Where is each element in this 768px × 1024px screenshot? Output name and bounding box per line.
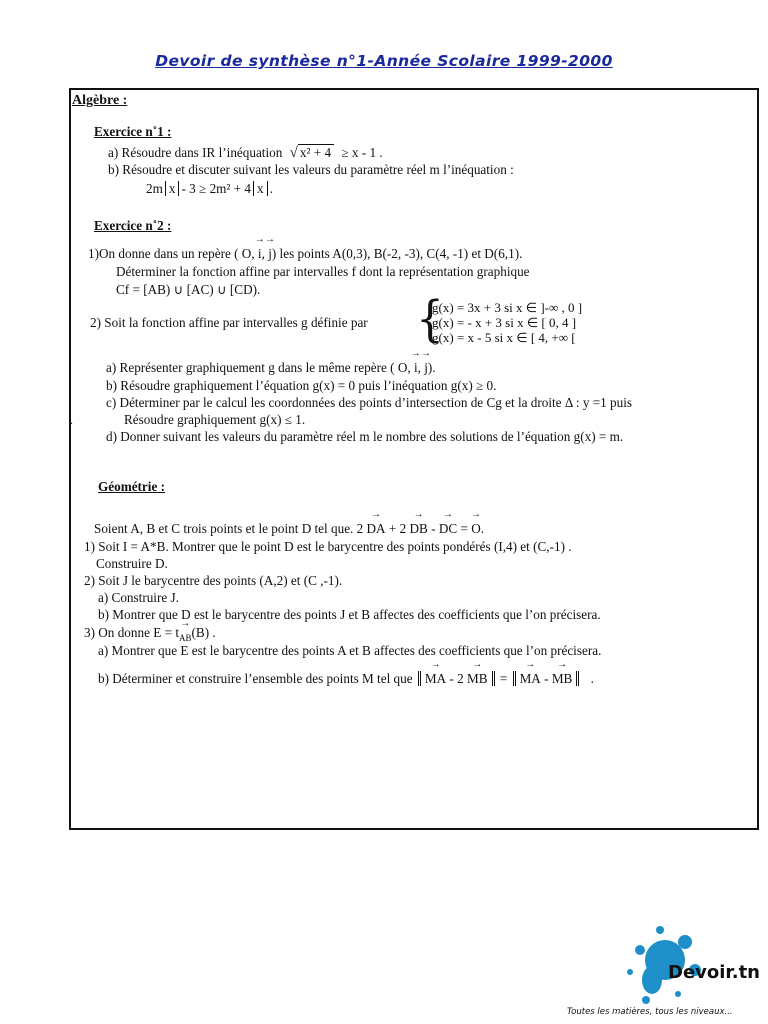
ex2-heading: Exercice n˚2 :	[94, 218, 172, 233]
algebre-heading: Algèbre :	[72, 93, 128, 108]
ex2-question-b: b) Résoudre graphiquement l’équation g(x) = 0 puis l’inéquation g(x) ≥ 0.	[106, 378, 497, 393]
system-line-1: g(x) = 3x + 3 si x ∈ ]-∞ , 0 ]	[432, 300, 583, 315]
vector-j: → j	[268, 246, 272, 262]
geo-q1-construct: Construire D.	[96, 556, 168, 571]
geo-intro: Soient A, B et C trois points et le point D tel que. 2 → DA + 2 → DB - → DC = → O.	[94, 521, 484, 537]
geo-q2: 2) Soit J le barycentre des points (A,2) et (C ,-1).	[84, 573, 343, 588]
vector-O: → O	[471, 521, 481, 537]
geo-q3: 3) On donne E = t→ $_{AB}$(B) .	[84, 625, 216, 646]
ex1-question-b: b) Résoudre et discuter suivant les valeurs du paramètre réel m l’inéquation :	[108, 162, 514, 177]
geo-q2b: b) Montrer que D est le barycentre des points J et B affectes des coefficients que l’on précisera.	[98, 607, 601, 622]
system-line-3: g(x) = x - 5 si x ∈ [ 4, +∞ [	[432, 330, 576, 345]
exam-frame	[69, 88, 759, 830]
vector-DA: → DA	[367, 521, 386, 537]
ex2-part1-line3: Cf = [AB) ∪ [AC) ∪ [CD).	[116, 282, 261, 297]
vector-MB: → MB	[552, 671, 573, 687]
vector-MA: → MA	[425, 671, 446, 687]
ex2-part1-line2: Déterminer la fonction affine par intervalles f dont la représentation graphique	[116, 264, 530, 279]
vector-AB: → $_{AB}$	[179, 630, 192, 646]
geo-q2a: a) Construire J.	[98, 590, 179, 605]
norm-left: → MA - 2 → MB	[418, 671, 495, 686]
vector-DC: → DC	[439, 521, 457, 537]
ex2-part1: 1)On donne dans un repère ( O, → i, → j) les points A(0,3), B(-2, -3), C(4, -1) et D(6,1).	[88, 246, 522, 262]
norm-right: → MA - → MB	[513, 671, 580, 686]
vector-i: → i	[258, 246, 262, 262]
ex1-question-a: a) Résoudre dans IR l’inéquation √ x² + 4 ≥ x - 1 .	[108, 145, 383, 161]
ex1-inequation: 2m x - 3 ≥ 2m² + 4 x .	[146, 181, 273, 196]
geometrie-heading: Géométrie :	[98, 479, 165, 494]
ex2-question-a: a) Représenter graphiquement g dans le même repère ( O, → i, → j).	[106, 360, 436, 376]
ex1-heading: Exercice n˚1 :	[94, 124, 172, 139]
system-line-2: g(x) = - x + 3 si x ∈ [ 0, 4 ]	[432, 315, 577, 330]
geo-q3a: a) Montrer que E est le barycentre des points A et B affectes des coefficients que l’on précisera.	[98, 643, 602, 658]
ex2-question-c2: Résoudre graphiquement g(x) ≤ 1.	[124, 412, 306, 427]
vector-MB: → MB	[467, 671, 488, 687]
vector-j: → j	[424, 360, 428, 376]
logo-slogan: Toutes les matières, tous les niveaux...	[567, 1007, 733, 1017]
ex2-question-d: d) Donner suivant les valeurs du paramètre réel m le nombre des solutions de l’équation g(x) = m.	[106, 429, 624, 444]
vector-i: → i	[414, 360, 418, 376]
geo-q1: 1) Soit I = A*B. Montrer que le point D est le barycentre des points pondérés (I,4) et (C,-1) .	[84, 539, 572, 554]
vector-MA: → MA	[520, 671, 541, 687]
geo-q3b: b) Déterminer et construire l’ensemble des points M tel que → MA - 2 → MB = → MA - → MB .	[98, 671, 594, 687]
page-title: Devoir de synthèse n°1-Année Scolaire 1999-2000	[155, 52, 613, 70]
sqrt-icon: √	[289, 145, 298, 161]
ex2-part2: 2) Soit la fonction affine par intervalles g définie par	[90, 315, 368, 330]
system-brace-icon: {	[416, 291, 444, 348]
logo-name: Devoir.tn	[668, 962, 760, 983]
ex2-question-c: c) Déterminer par le calcul les coordonnées des points d’intersection de Cg et la droite Δ : y =1 puis	[106, 395, 633, 410]
vector-DB: → DB	[410, 521, 428, 537]
margin-dot: .	[70, 413, 73, 427]
